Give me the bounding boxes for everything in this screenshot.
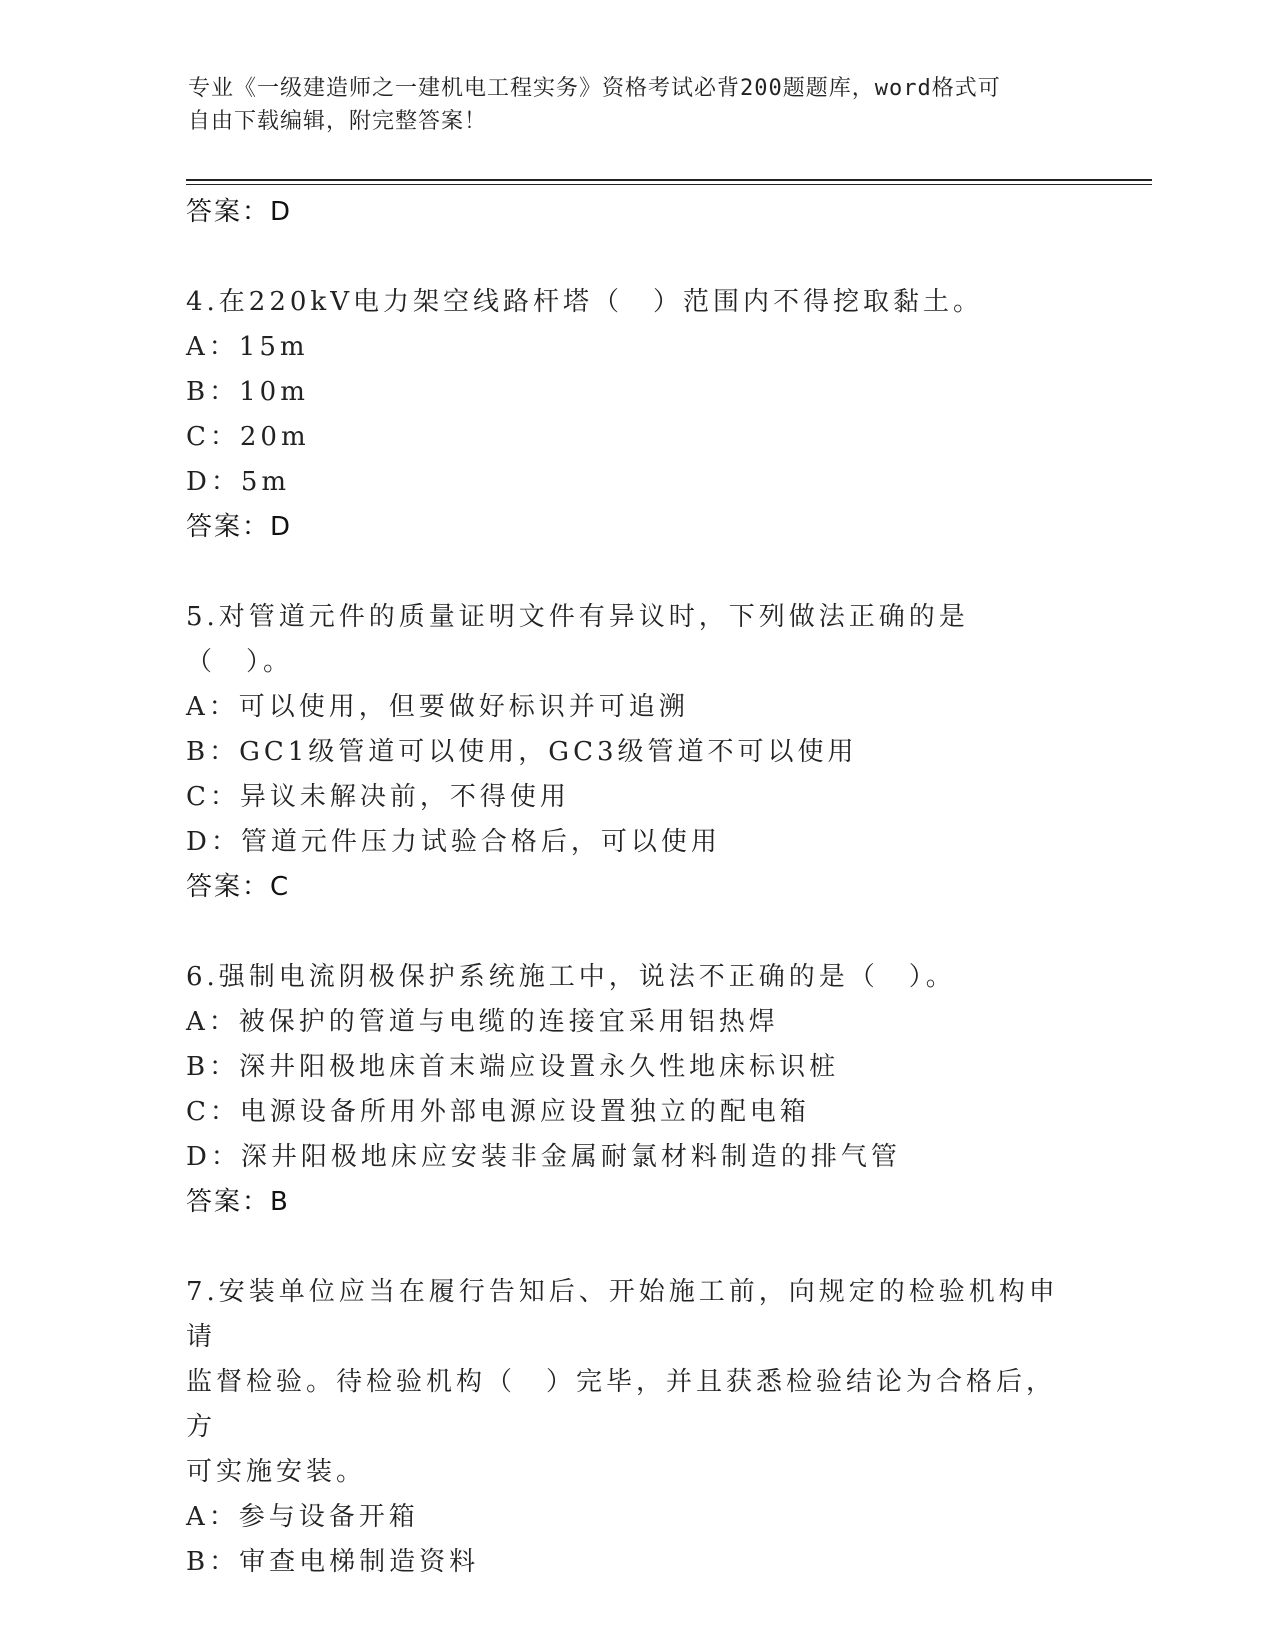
question-7 bbox=[186, 1270, 1066, 1585]
option-d: D：深井阳极地床应安装非金属耐氯材料制造的排气管 bbox=[186, 1142, 901, 1172]
header-divider bbox=[186, 179, 1152, 181]
document-header bbox=[188, 72, 1068, 138]
question-stem: 6.强制电流阴极保护系统施工中，说法不正确的是（ ）。 bbox=[186, 962, 956, 992]
question-6 bbox=[186, 955, 1066, 1224]
answer-label: 答案：D bbox=[186, 197, 293, 227]
header-line-1: 专业《一级建造师之一建机电工程实务》资格考试必背200题题库，word格式可 bbox=[188, 76, 1001, 101]
spacer bbox=[186, 1224, 1066, 1270]
option-c: C：电源设备所用外部电源应设置独立的配电箱 bbox=[186, 1097, 810, 1127]
question-stem: 4.在220kV电力架空线路杆塔（ ）范围内不得挖取黏土。 bbox=[186, 287, 983, 317]
answer-label: 答案：B bbox=[186, 1187, 290, 1217]
question-5 bbox=[186, 595, 1066, 909]
answer-label: 答案：C bbox=[186, 872, 291, 902]
option-b: B：审查电梯制造资料 bbox=[186, 1547, 480, 1577]
question-list bbox=[186, 190, 1066, 1585]
answer-label: 答案：D bbox=[186, 512, 293, 542]
option-a: A：可以使用，但要做好标识并可追溯 bbox=[186, 692, 689, 722]
option-a: A：15m bbox=[186, 332, 309, 362]
spacer bbox=[186, 549, 1066, 595]
option-d: D：5m bbox=[186, 467, 291, 497]
question-stem-line-3: 可实施安装。 bbox=[186, 1457, 367, 1487]
option-a: A：被保护的管道与电缆的连接宜采用铝热焊 bbox=[186, 1007, 779, 1037]
spacer bbox=[186, 234, 1066, 280]
question-4 bbox=[186, 280, 1066, 549]
question-stem-line-1: 7.安装单位应当在履行告知后、开始施工前，向规定的检验机构申请 bbox=[186, 1277, 1059, 1352]
question-stem-line-2: 监督检验。待检验机构（ ）完毕，并且获悉检验结论为合格后，方 bbox=[186, 1367, 1057, 1442]
option-d: D：管道元件压力试验合格后，可以使用 bbox=[186, 827, 721, 857]
option-b: B：10m bbox=[186, 377, 309, 407]
header-line-2: 自由下载编辑，附完整答案！ bbox=[188, 109, 488, 134]
question-stem: 5.对管道元件的质量证明文件有异议时，下列做法正确的是（ ）。 bbox=[186, 602, 969, 677]
option-b: B：深井阳极地床首末端应设置永久性地床标识桩 bbox=[186, 1052, 840, 1082]
option-a: A：参与设备开箱 bbox=[186, 1502, 419, 1532]
option-c: C：20m bbox=[186, 422, 310, 452]
header-divider-thin bbox=[186, 184, 1152, 185]
option-c: C：异议未解决前，不得使用 bbox=[186, 782, 570, 812]
option-b: B：GC1级管道可以使用，GC3级管道不可以使用 bbox=[186, 737, 858, 767]
spacer bbox=[186, 909, 1066, 955]
